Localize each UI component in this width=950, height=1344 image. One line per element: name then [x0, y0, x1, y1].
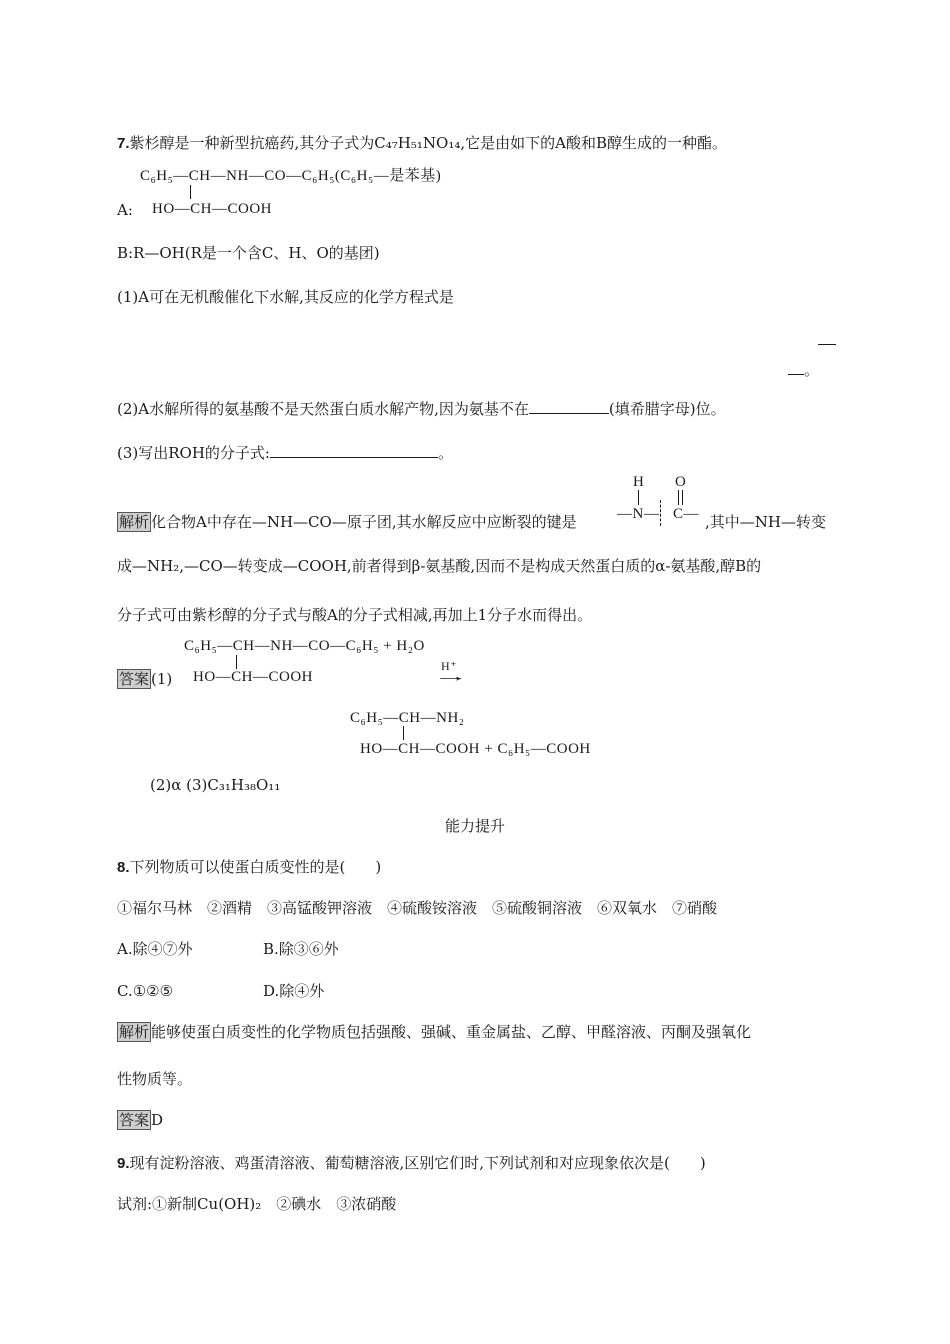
q7-answer-line: 答案 (1): [119, 670, 173, 688]
q7-part1-blank[interactable]: [788, 358, 804, 375]
q8-stem-line: [117, 857, 381, 878]
q7-product-top: C₆H₅—CH—NH₂: [350, 710, 465, 726]
q7-equation-reactant-bond: [236, 655, 237, 669]
q7-part1: (1)A可在无机酸催化下水解,其反应的化学方程式是: [117, 288, 454, 306]
q7-alcohol-b: B:R—OH(R是一个含C、H、O的基团): [117, 244, 380, 262]
bond-n-atom: —N—: [617, 506, 660, 522]
q7-acid-a-line1: C₆H₅—CH—NH—CO—C₆H₅(C₆H₅—是苯基): [140, 168, 442, 184]
q8-analysis-line1: 解析 能够使蛋白质变性的化学物质包括强酸、强碱、重金属盐、乙醇、甲醛溶液、丙酮及强氧化: [119, 1023, 752, 1041]
q7-part1-answer-line: [818, 344, 836, 345]
q7-stem: 紫杉醇是一种新型抗癌药,其分子式为C₄₇H₅₁NO₁₄,它是由如下的A酸和B醇生成的一种酯。: [129, 134, 727, 152]
q9-number: 9.: [117, 1155, 130, 1172]
q7-number: 7.: [117, 135, 130, 152]
q7-equation-reactant-bottom: HO—CH—COOH: [193, 669, 314, 685]
q7-reaction-arrow: →: [433, 669, 471, 685]
q7-analysis-line2: 成—NH₂,—CO—转变成—COOH,前者得到β-氨基酸,因而不是构成天然蛋白质的α-氨基酸,醇B的: [117, 557, 762, 575]
q8-stem: 下列物质可以使蛋白质变性的是( ): [129, 858, 382, 876]
q8-answer-line: [117, 1110, 163, 1130]
q7-equation-reactant-top: C₆H₅—CH—NH—CO—C₆H₅ + H₂O: [184, 638, 425, 654]
q7-stem-line: [117, 133, 727, 154]
q7-catalyst: H⁺: [441, 659, 457, 673]
q7-answer-23: (2)α (3)C₃₁H₃₈O₁₁: [150, 776, 281, 794]
bond-o-line2: [682, 490, 683, 505]
q8-number: 8.: [117, 859, 130, 876]
q8-analysis-line2: 性物质等。: [117, 1070, 193, 1088]
q8-option-d[interactable]: D.除④外: [263, 982, 325, 1000]
q8-option-b[interactable]: B.除③⑥外: [263, 940, 339, 958]
q7-answer-tag: 答案: [119, 670, 150, 688]
bond-break-mark: [660, 500, 662, 526]
bond-h-line: [638, 490, 639, 505]
q8-option-c[interactable]: C.①②⑤: [117, 982, 174, 1000]
q7-part2-blank[interactable]: [529, 397, 609, 414]
q7-part3: (3)写出ROH的分子式: 。: [117, 441, 453, 463]
q8-answer-tag: 答案: [119, 1111, 150, 1129]
q7-part1-end: 。: [788, 358, 819, 380]
q7-part2: (2)A水解所得的氨基酸不是天然蛋白质水解产物,因为氨基不在 (填希腊字母)位。: [117, 397, 726, 419]
bond-c-atom: C—: [673, 506, 700, 522]
q8-option-a[interactable]: A.除④⑦外: [117, 940, 193, 958]
q7-acid-a-line2: HO—CH—COOH: [152, 201, 273, 217]
q7-product-bottom: HO—CH—COOH + C₆H₅—COOH: [360, 741, 591, 757]
q9-stem: 现有淀粉溶液、鸡蛋清溶液、葡萄糖溶液,区别它们时,下列试剂和对应现象依次是( ): [129, 1154, 706, 1172]
q7-acid-a-bond: [190, 185, 191, 199]
bond-h-atom: H: [633, 474, 645, 490]
q8-analysis-tag: 解析: [119, 1023, 150, 1041]
q9-stem-line: [117, 1153, 706, 1174]
q7-part3-blank[interactable]: [270, 441, 438, 458]
bond-o-line1: [678, 490, 679, 505]
q7-analysis-tag: 解析: [119, 513, 150, 531]
q9-reagents: 试剂:①新制Cu(OH)₂ ②碘水 ③浓硝酸: [117, 1195, 397, 1213]
q8-items: ①福尔马林 ②酒精 ③高锰酸钾溶液 ④硫酸铵溶液 ⑤硫酸铜溶液 ⑥双氧水 ⑦硝酸: [117, 899, 718, 917]
q7-analysis-line1: 解析 化合物A中存在—NH—CO—原子团,其水解反应中应断裂的键是: [119, 513, 577, 531]
q7-analysis-line1-tail: ,其中—NH—转变: [705, 513, 826, 531]
q8-answer: D: [151, 1111, 164, 1129]
bond-o-atom: O: [675, 474, 687, 490]
q7-analysis-line3: 分子式可由紫杉醇的分子式与酸A的分子式相减,再加上1分子水而得出。: [117, 606, 593, 624]
q7-product-bond: [403, 726, 404, 740]
section-title: 能力提升: [444, 817, 505, 835]
q7-a-label: A:: [117, 201, 133, 219]
